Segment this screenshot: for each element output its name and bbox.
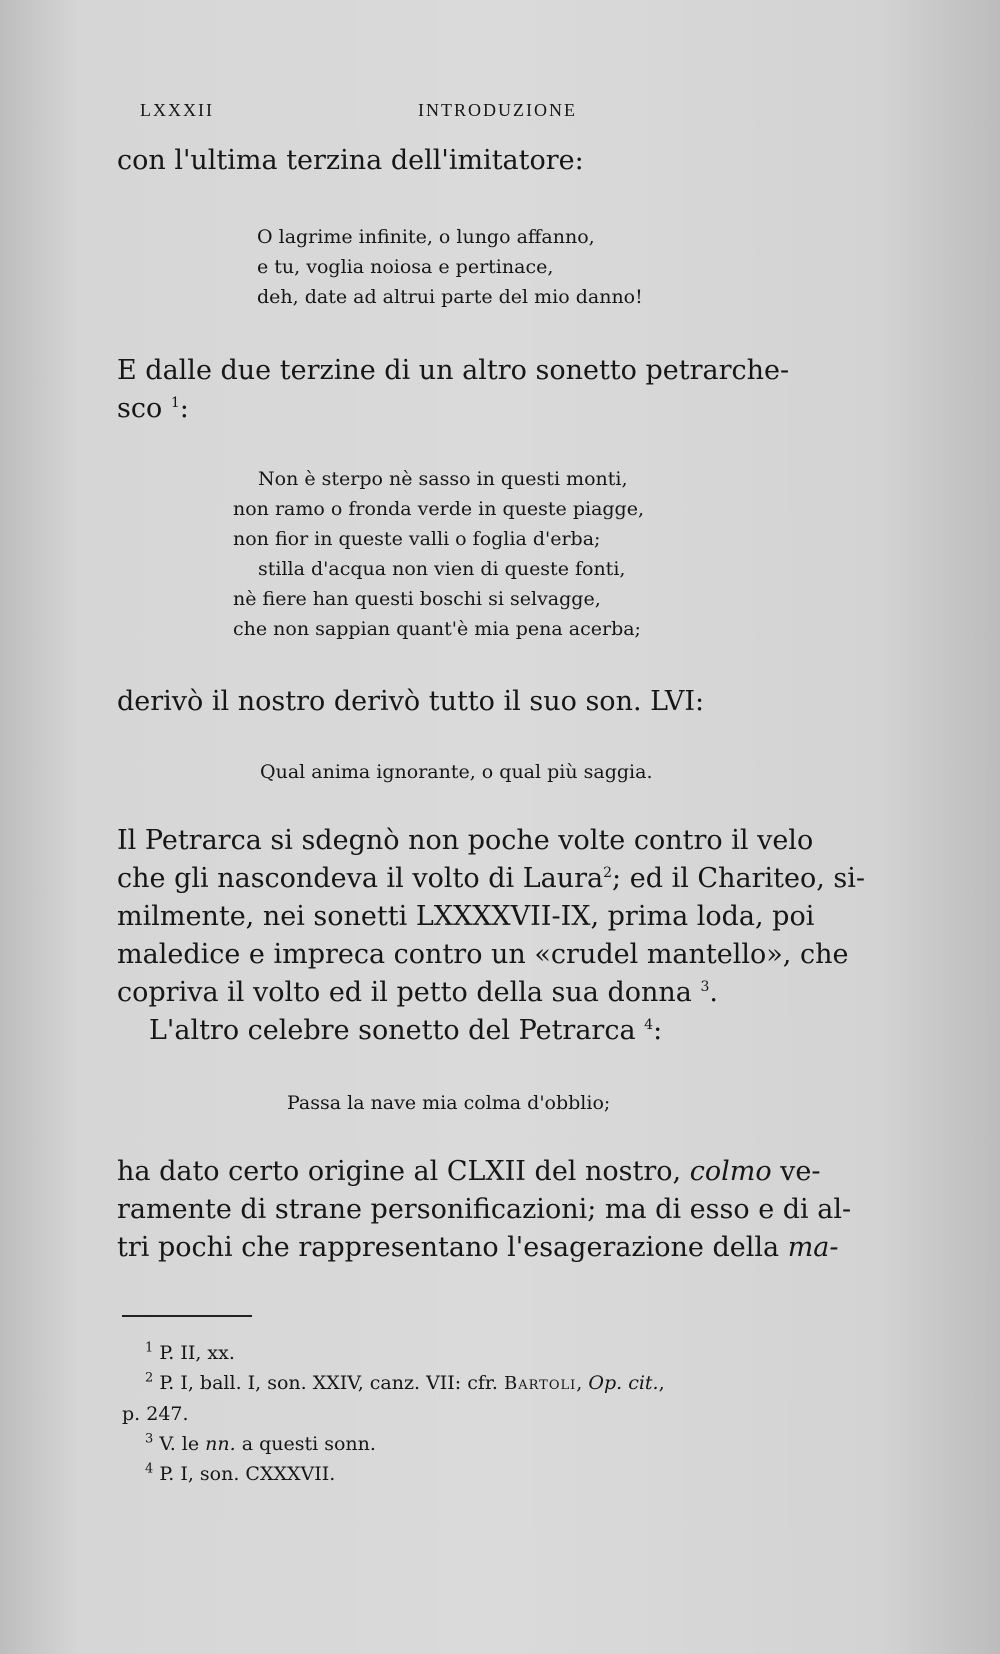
text-line: maledice e impreca contro un «crudel mantello», che [117, 939, 849, 970]
text-line [117, 1153, 851, 1191]
verse-line: Non è sterpo nè sasso in questi monti, [258, 468, 628, 490]
paragraph-3: derivò il nostro derivò tutto il suo son. LVI: [117, 686, 705, 717]
text-span: sco [117, 393, 163, 424]
text-span: L'altro celebre sonetto del Petrarca [149, 1015, 636, 1046]
footnote-ref[interactable]: 4 [644, 1017, 654, 1033]
italic-word: ma- [787, 1232, 839, 1263]
footnote-ref[interactable]: 2 [603, 865, 613, 881]
text-span: . [709, 977, 718, 1008]
paragraph-4 [117, 822, 865, 1050]
quote-line-2: Passa la nave mia colma d'obblio; [287, 1092, 611, 1114]
verse-block-2 [233, 464, 644, 644]
text-span: tri pochi che rappresentano l'esagerazione della [117, 1232, 788, 1263]
footnote-mark: 3 [145, 1431, 154, 1447]
text-line [117, 1012, 865, 1050]
text-span: copriva il volto ed il petto della sua donna [117, 977, 692, 1008]
text-line: ramente di strane personificazioni; ma di esso e di al- [117, 1194, 852, 1225]
author-name: Bartoli [504, 1373, 577, 1394]
footnote-text: , [576, 1372, 589, 1394]
work-title: Op. cit. [588, 1372, 659, 1394]
intro-line: con l'ultima terzina dell'imitatore: [117, 145, 584, 176]
footnote-text: , [658, 1372, 665, 1394]
footnote-mark: 1 [145, 1340, 154, 1356]
verse-block-1 [257, 222, 643, 312]
text-line: Il Petrarca si sdegnò non poche volte contro il velo [117, 825, 814, 856]
verse-line: O lagrime infinite, o lungo affanno, [257, 226, 595, 248]
footnote-ref[interactable]: 1 [170, 395, 180, 411]
verse-line: non ramo o fronda verde in queste piagge, [233, 498, 645, 520]
footnote-mark: 4 [145, 1461, 154, 1477]
footnotes [122, 1338, 665, 1489]
italic-abbrev: nn. [205, 1433, 236, 1455]
text-line: E dalle due terzine di un altro sonetto petrarche- [117, 355, 790, 386]
footnote-2 [145, 1368, 665, 1399]
text-span: ha dato certo origine al CLXII del nostro, [117, 1156, 690, 1187]
paragraph-2 [117, 352, 789, 428]
verse-line: stilla d'acqua non vien di queste fonti, [258, 558, 626, 580]
footnote-mark: 2 [145, 1370, 154, 1386]
text-span: ve- [771, 1156, 821, 1187]
verse-line: non fior in queste valli o foglia d'erba; [233, 528, 601, 550]
footnote-4 [145, 1459, 665, 1489]
page-number: LXXXII [140, 100, 214, 120]
footnote-2-continuation: p. 247. [122, 1403, 189, 1425]
paragraph-5 [117, 1153, 851, 1267]
quote-line-1: Qual anima ignorante, o qual più saggia. [260, 761, 653, 783]
footnote-ref[interactable]: 3 [700, 979, 710, 995]
footnote-text: P. I, son. CXXXVII. [159, 1463, 336, 1485]
verse-line: nè fiere han questi boschi si selvagge, [233, 588, 601, 610]
text-line: milmente, nei sonetti LXXXXVII-IX, prima loda, poi [117, 901, 815, 932]
text-span: ; ed il Chariteo, si- [612, 863, 865, 894]
text-span: : [179, 393, 189, 424]
footnote-text: a questi sonn. [235, 1433, 376, 1455]
footnote-text: P. I, ball. I, son. XXIV, canz. VII: cfr. [159, 1372, 504, 1394]
text-line [117, 1229, 851, 1267]
verse-line: deh, date ad altrui parte del mio danno! [257, 286, 643, 308]
running-title: INTRODUZIONE [418, 100, 577, 120]
text-span: : [653, 1015, 663, 1046]
footnote-text: P. II, xx. [159, 1342, 235, 1364]
italic-word: colmo [689, 1156, 772, 1187]
text-span: che gli nascondeva il volto di Laura [117, 863, 604, 894]
text-line [117, 860, 865, 898]
verse-line: che non sappian quant'è mia pena acerba; [233, 618, 641, 640]
footnote-1 [145, 1338, 665, 1368]
text-line [117, 390, 789, 428]
footnote-text: V. le [159, 1433, 206, 1455]
footnote-rule [122, 1315, 252, 1317]
verse-line: e tu, voglia noiosa e pertinace, [257, 256, 554, 278]
text-line [117, 974, 865, 1012]
footnote-3 [145, 1429, 665, 1459]
